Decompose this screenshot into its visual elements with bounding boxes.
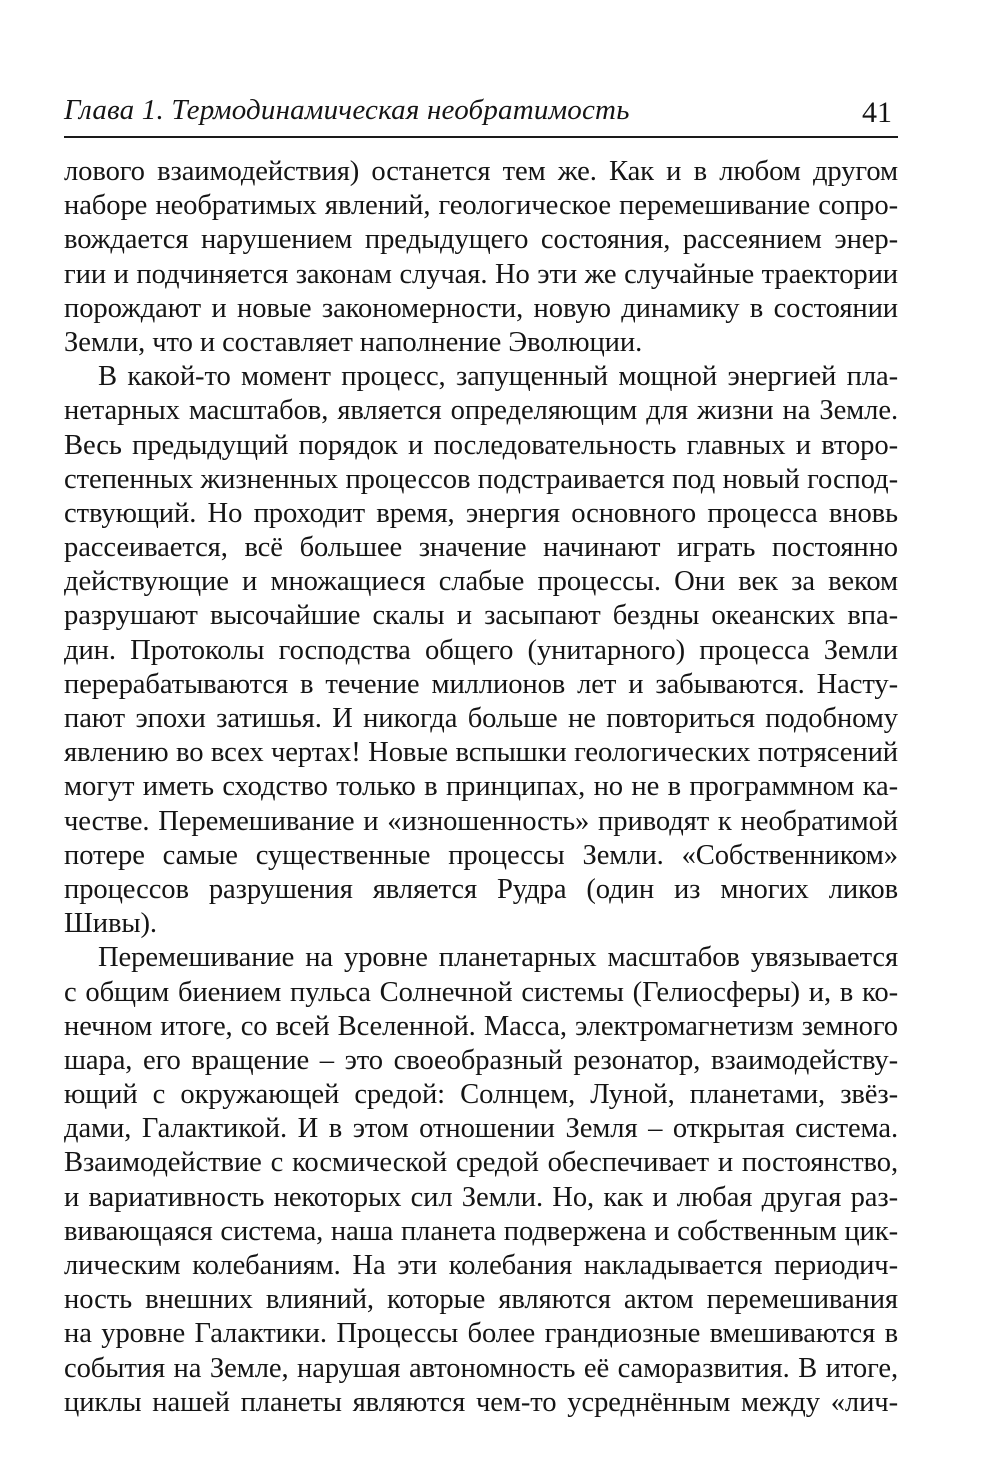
text-line: могут иметь сходство только в принципах, но не в программном ка- bbox=[64, 771, 898, 803]
text-line: рассеивается, всё большее значение начинают играть постоянно bbox=[64, 532, 898, 564]
text-line: шара, его вращение – это своеобразный резонатор, взаимодейству- bbox=[64, 1044, 898, 1076]
text-line: действующие и множащиеся слабые процессы. Они век за веком bbox=[64, 566, 898, 598]
text-line: разрушают высочайшие скалы и засыпают бездны океанских впа- bbox=[64, 600, 898, 632]
text-line: события на Земле, нарушая автономность её саморазвития. В итоге, bbox=[64, 1352, 898, 1384]
body-text bbox=[64, 155, 898, 1420]
text-line: вождается нарушением предыдущего состояния, рассеянием энер- bbox=[64, 224, 898, 256]
text-line: ствующий. Но проходит время, энергия основного процесса вновь bbox=[64, 497, 898, 529]
page-number: 41 bbox=[862, 96, 892, 129]
text-line: с общим биением пульса Солнечной системы (Гелиосферы) и, в ко- bbox=[64, 976, 898, 1008]
text-line: процессов разрушения является Рудра (один из многих ликов bbox=[64, 873, 898, 905]
text-line: наборе необратимых явлений, геологическое перемешивание сопро- bbox=[64, 190, 898, 222]
text-line: дами, Галактикой. И в этом отношении Земля – открытая система. bbox=[64, 1113, 898, 1145]
text-line: порождают и новые закономерности, новую динамику в состоянии bbox=[64, 292, 898, 324]
text-line: ность внешних влияний, которые являются актом перемешивания bbox=[64, 1284, 898, 1316]
text-line: гии и подчиняется законам случая. Но эти же случайные траектории bbox=[64, 258, 898, 290]
text-line: и вариативность некоторых сил Земли. Но, как и любая другая раз- bbox=[64, 1181, 898, 1213]
text-line: честве. Перемешивание и «изношенность» приводят к необратимой bbox=[64, 805, 898, 837]
text-line: нечном итоге, со всей Вселенной. Масса, электромагнетизм земного bbox=[64, 1010, 898, 1042]
text-line: Земли, что и составляет наполнение Эволюции. bbox=[64, 326, 643, 358]
text-line: пают эпохи затишья. И никогда больше не повториться подобному bbox=[64, 703, 898, 734]
chapter-title: Глава 1. Термодинамическая необратимость bbox=[64, 94, 630, 126]
header-rule bbox=[64, 136, 898, 138]
text-line: лового взаимодействия) останется тем же. Как и в любом другом bbox=[64, 156, 898, 187]
text-line: перерабатываются в течение миллионов лет и забываются. Насту- bbox=[64, 668, 898, 700]
text-line: циклы нашей планеты являются чем-то усреднённым между «лич- bbox=[64, 1386, 898, 1418]
running-header bbox=[64, 88, 898, 132]
text-line: Взаимодействие с космической средой обеспечивает и постоянство, bbox=[64, 1147, 898, 1179]
text-line: В какой-то момент процесс, запущенный мощной энергией пла- bbox=[98, 361, 898, 393]
text-line: на уровне Галактики. Процессы более грандиозные вмешиваются в bbox=[64, 1318, 898, 1350]
text-line: степенных жизненных процессов подстраивается под новый господ- bbox=[64, 463, 898, 495]
text-line: дин. Протоколы господства общего (унитарного) процесса Земли bbox=[64, 634, 898, 666]
text-line: явлению во всех чертах! Новые вспышки геологических потрясений bbox=[64, 737, 898, 769]
text-line: ющий с окружающей средой: Солнцем, Луной, планетами, звёз- bbox=[64, 1079, 898, 1111]
text-line: потере самые существенные процессы Земли. «Собственником» bbox=[64, 839, 898, 871]
text-line: нетарных масштабов, является определяющим для жизни на Земле. bbox=[64, 395, 898, 427]
text-line: Весь предыдущий порядок и последовательность главных и второ- bbox=[64, 429, 898, 461]
text-line: Шивы). bbox=[64, 908, 157, 940]
text-line: лическим колебаниям. На эти колебания накладывается периодич- bbox=[64, 1250, 898, 1281]
text-line: вивающаяся система, наша планета подвержена и собственным цик- bbox=[64, 1215, 898, 1247]
text-line: Перемешивание на уровне планетарных масштабов увязывается bbox=[98, 942, 898, 974]
